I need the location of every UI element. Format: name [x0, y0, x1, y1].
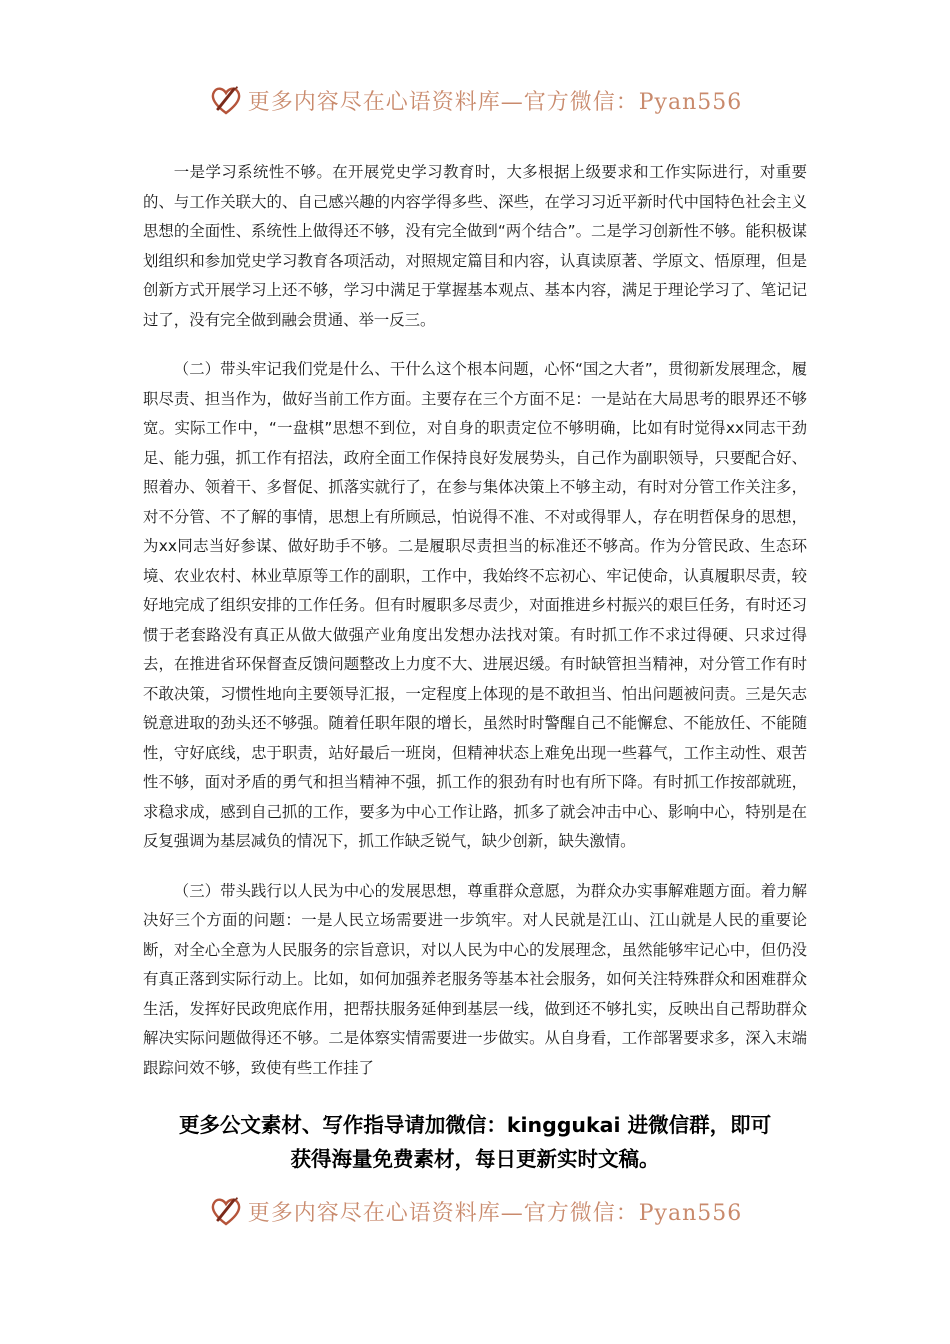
footer-banner-text: 更多内容尽在心语资料库—官方微信：Pyan556 — [247, 1200, 743, 1226]
promo-notice — [100, 1108, 850, 1176]
article-body — [143, 158, 807, 1103]
paragraph-2: （二）带头牢记我们党是什么、干什么这个根本问题，心怀“国之大者”，贯彻新发展理念，履职尽责、担当作为，做好当前工作方面。主要存在三个方面不足：一是站在大局思考的眼界还不够宽。实际工作中，“一盘棋”思想不到位，对自身的职责定位不够明确，比如有时觉得xx同志干劲足、能力强，抓工作有招法，政府全面工作保持良好发展势头，自己作为副职领导，只要配合好、照着办、领着干、多督促、抓落实就行了，在参与集体决策上不够主动，有时对分管工作关注多，对不分管、不了解的事情，思想上有所顾忌，怕说得不准、不对或得罪人，存在明哲保身的思想，为xx同志当好参谋、做好助手不够。二是履职尽责担当的标准还不够高。作为分管民政、生态环境、农业农村、林业草原等工作的副职，工作中，我始终不忘初心、牢记使命，认真履职尽责，较好地完成了组织安排的工作任务。但有时履职多尽责少，对面推进乡村振兴的艰巨任务，有时还习惯于老套路没有真正从做大做强产业角度出发想办法找对策。有时抓工作不求过得硬、只求过得去，在推进省环保督查反馈问题整改上力度不大、进展迟缓。有时缺管担当精神，对分管工作有时不敢决策，习惯性地向主要领导汇报，一定程度上体现的是不敢担当、怕出问题被问责。三是矢志锐意进取的劲头还不够强。随着任职年限的增长，虽然时时警醒自己不能懈怠、不能放任、不能随性，守好底线，忠于职责，站好最后一班岗，但精神状态上难免出现一些暮气，工作主动性、艰苦性不够，面对矛盾的勇气和担当精神不强，抓工作的狠劲有时也有所下降。有时抓工作按部就班，求稳求成，感到自己抓的工作，要多为中心工作让路，抓多了就会冲击中心、影响中心，特别是在反复强调为基层减负的情况下，抓工作缺乏锐气，缺少创新，缺失激情。 — [143, 360, 807, 850]
header-banner-text: 更多内容尽在心语资料库—官方微信：Pyan556 — [247, 89, 743, 115]
footer-banner — [0, 1191, 950, 1231]
pen-heart-logo-icon — [208, 82, 244, 118]
promo-line-1: 更多公文素材、写作指导请加微信：kinggukai 进微信群，即可 — [178, 1113, 772, 1137]
paragraph-3: （三）带头践行以人民为中心的发展思想，尊重群众意愿，为群众办实事解难题方面。着力解决好三个方面的问题：一是人民立场需要进一步筑牢。对人民就是江山、江山就是人民的重要论断，对全心全意为人民服务的宗旨意识，对以人民为中心的发展理念，虽然能够牢记心中，但仍没有真正落到实际行动上。比如，如何加强养老服务等基本社会服务，如何关注特殊群众和困难群众生活，发挥好民政兜底作用，把帮扶服务延伸到基层一线，做到还不够扎实，反映出自己帮助群众解决实际问题做得还不够。二是体察实情需要进一步做实。从自身看，工作部署要求多，深入末端跟踪问效不够，致使有些工作挂了 — [143, 881, 807, 1077]
paragraph-1: 一是学习系统性不够。在开展党史学习教育时，大多根据上级要求和工作实际进行，对重要的、与工作关联大的、自己感兴趣的内容学得多些、深些，在学习习近平新时代中国特色社会主义思想的全面性、系统性上做得还不够，没有完全做到“两个结合”。二是学习创新性不够。能积极谋划组织和参加党史学习教育各项活动，对照规定篇目和内容，认真读原著、学原文、悟原理，但是创新方式开展学习上还不够，学习中满足于掌握基本观点、基本内容，满足于理论学习了、笔记记过了，没有完全做到融会贯通、举一反三。 — [143, 163, 807, 329]
pen-heart-logo-icon — [208, 1193, 244, 1229]
header-banner — [0, 80, 950, 120]
promo-line-2: 获得海量免费素材，每日更新实时文稿。 — [290, 1147, 660, 1171]
